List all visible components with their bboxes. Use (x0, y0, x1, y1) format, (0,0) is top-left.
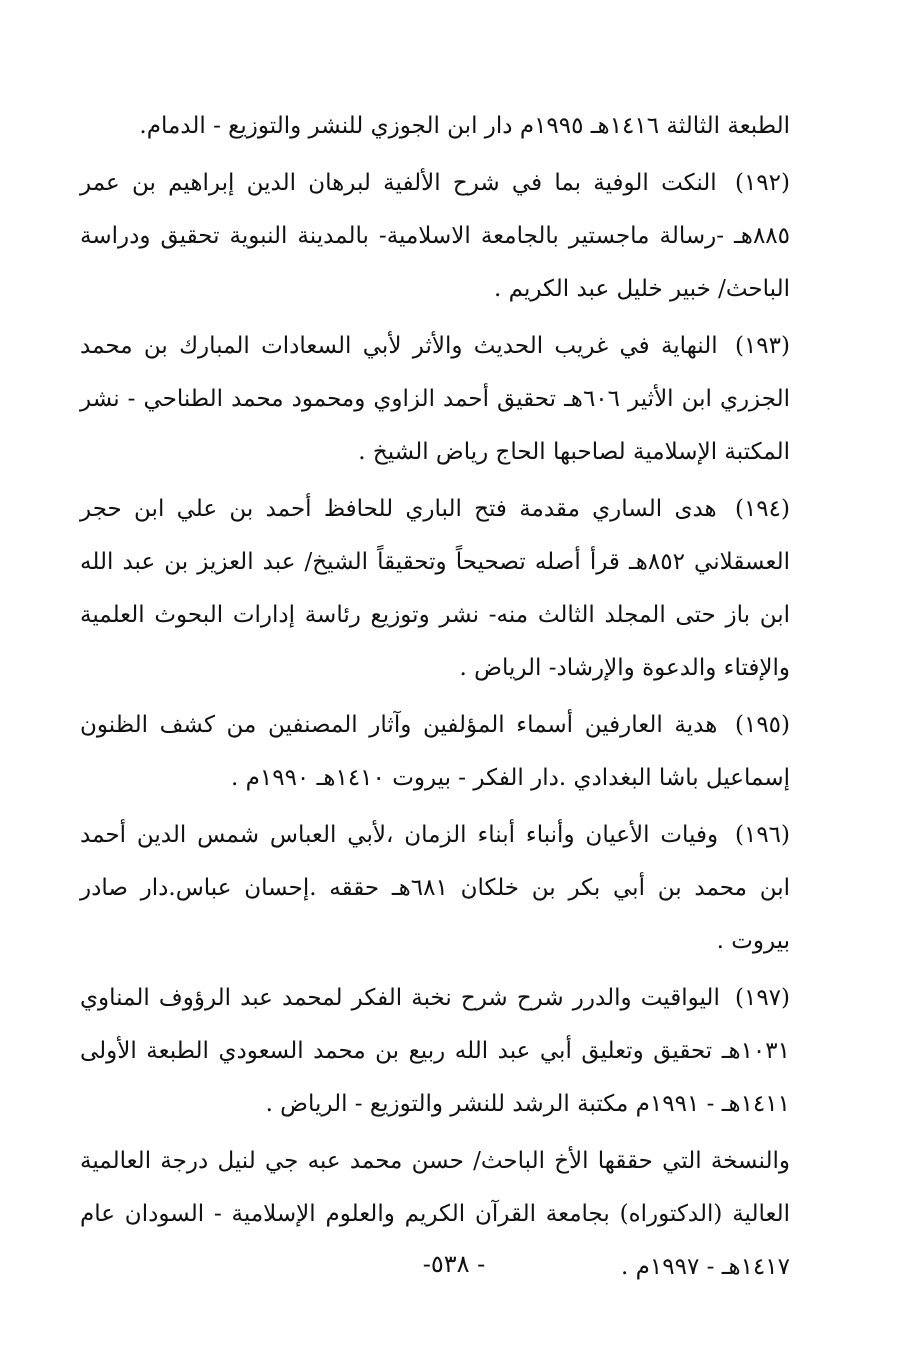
entry-text: اليواقيت والدرر شرح شرح نخبة الفكر لمحمد عبد الرؤوف المناوي ١٠٣١هـ تحقيق وتعليق أبي عبد الله ربيع بن محمد السعودي الطبعة الأولى ١٤١١هـ - ١٩٩١م مكتبة الرشد للنشر والتوزيع - الرياض . (80, 985, 790, 1117)
entry-196 (80, 809, 790, 968)
entry-number: (١٩٣) (734, 333, 790, 359)
entry-continuation (80, 100, 790, 153)
entry-text: الطبعة الثالثة ١٤١٦هـ ١٩٩٥م دار ابن الجوزي للنشر والتوزيع - الدمام. (139, 113, 790, 139)
entry-text: هدى الساري مقدمة فتح الباري للحافظ أحمد بن علي ابن حجر العسقلاني ٨٥٢هـ قرأ أصله تصحيحاً وتحقيقاً الشيخ/ عبد العزيز بن عبد الله ابن باز حتى المجلد الثالث منه- نشر وتوزيع رئاسة إدارات البحوث العلمية والإفتاء والدعوة والإرشاد- الرياض . (80, 496, 790, 681)
entry-194 (80, 483, 790, 695)
entry-text: النهاية في غريب الحديث والأثر لأبي السعادات المبارك بن محمد الجزري ابن الأثير ٦٠٦هـ تحقيق أحمد الزاوي ومحمود محمد الطناحي - نشر المكتبة الإسلامية لصاحبها الحاج رياض الشيخ . (80, 333, 790, 465)
entry-number: (١٩٦) (734, 822, 791, 848)
page-number: - ٥٣٨- (422, 1250, 486, 1278)
entry-number: (١٩٧) (734, 985, 791, 1011)
entry-text: هدية العارفين أسماء المؤلفين وآثار المصنفين من كشف الظنون إسماعيل باشا البغدادي .دار الفكر - بيروت ١٤١٠هـ ١٩٩٠م . (80, 712, 790, 791)
entry-193 (80, 320, 790, 479)
entry-text: وفيات الأعيان وأنباء أبناء الزمان ،لأبي العباس شمس الدين أحمد ابن محمد بن أبي بكر بن خلكان ٦٨١هـ حققه .إحسان عباس.دار صادر بيروت . (80, 822, 791, 954)
entry-197 (80, 972, 790, 1131)
entry-195 (80, 699, 790, 805)
entry-text: النكت الوفية بما في شرح الألفية لبرهان الدين إبراهيم بن عمر ٨٨٥هـ -رسالة ماجستير بالجامعة الاسلامية- بالمدينة النبوية تحقيق ودراسة الباحث/ خبير خليل عبد الكريم . (80, 170, 790, 302)
entry-number: (١٩٢) (734, 170, 790, 196)
entry-number: (١٩٤) (734, 496, 790, 522)
entry-text: والنسخة التي حققها الأخ الباحث/ حسن محمد عبه جي لنيل درجة العالمية العالية (الدكتوراه) بجامعة القرآن الكريم والعلوم الإسلامية - السودان عام ١٤١٧هـ - ١٩٩٧م . (80, 1148, 790, 1280)
entry-192 (80, 157, 790, 316)
entry-number: (١٩٥) (734, 712, 791, 738)
